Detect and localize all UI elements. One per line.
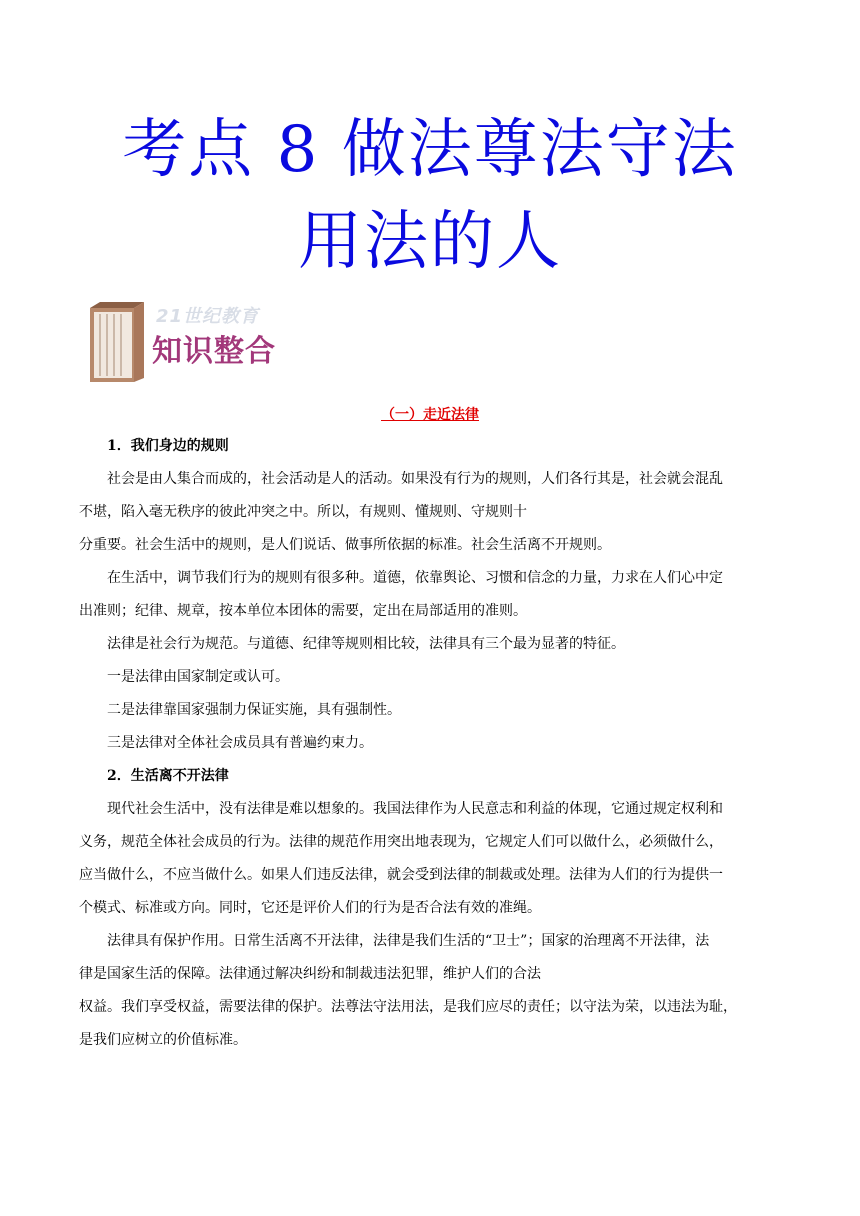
title-line-1: 考点 8 做法尊法守法 — [122, 113, 738, 187]
paragraph-line: 法律具有保护作用。日常生活离不开法律，法律是我们生活的“卫士”；国家的治理离不开法律，法 — [107, 933, 710, 949]
banner-label: 知识整合 — [152, 334, 276, 369]
title-line-2: 用法的人 — [298, 205, 562, 279]
paragraph-line: 律是国家生活的保障。法律通过解决纠纷和制裁违法犯罪，维护人们的合法 — [79, 966, 541, 982]
paragraph-line: 在生活中，调节我们行为的规则有很多种。道德，依靠舆论、习惯和信念的力量，力求在人们心中定 — [107, 570, 723, 586]
knowledge-banner — [86, 298, 316, 386]
paragraph-line: 不堪，陷入毫无秩序的彼此冲突之中。所以，有规则、懂规则、守规则十 — [79, 504, 527, 520]
banner-watermark: 21世纪教育 — [156, 306, 260, 327]
paragraph-line: 出准则；纪律、规章，按本单位本团体的需要，定出在局部适用的准则。 — [79, 603, 527, 619]
paragraph-line: 权益。我们享受权益，需要法律的保护。法尊法守法用法，是我们应尽的责任；以守法为荣，以违法为耻， — [79, 999, 737, 1015]
section-heading: （一）走近法律 — [381, 407, 479, 423]
item-title: 1．我们身边的规则 — [107, 438, 229, 454]
paragraph-line: 应当做什么，不应当做什么。如果人们违反法律，就会受到法律的制裁或处理。法律为人们的行为提供一 — [79, 867, 723, 883]
paragraph-line: 义务，规范全体社会成员的行为。法律的规范作用突出地表现为，它规定人们可以做什么，必须做什么， — [79, 834, 723, 850]
paragraph-line: 是我们应树立的价值标准。 — [79, 1032, 247, 1048]
paragraph-line: 二是法律靠国家强制力保证实施，具有强制性。 — [107, 702, 401, 718]
paragraph-line: 分重要。社会生活中的规则，是人们说话、做事所依据的标准。社会生活离不开规则。 — [79, 537, 611, 553]
paragraph-line: 法律是社会行为规范。与道德、纪律等规则相比较，法律具有三个最为显著的特征。 — [107, 636, 625, 652]
paragraph-line: 社会是由人集合而成的，社会活动是人的活动。如果没有行为的规则，人们各行其是，社会就会混乱 — [107, 471, 723, 487]
paragraph-line: 个模式、标准或方向。同时，它还是评价人们的行为是否合法有效的准绳。 — [79, 900, 541, 916]
paragraph-line: 三是法律对全体社会成员具有普遍约束力。 — [107, 735, 373, 751]
item-title: 2．生活离不开法律 — [107, 768, 229, 784]
book-icon — [86, 298, 146, 386]
paragraph-line: 一是法律由国家制定或认可。 — [107, 669, 289, 685]
body-text — [79, 430, 779, 1057]
paragraph-line: 现代社会生活中，没有法律是难以想象的。我国法律作为人民意志和利益的体现，它通过规定权利和 — [107, 801, 723, 817]
